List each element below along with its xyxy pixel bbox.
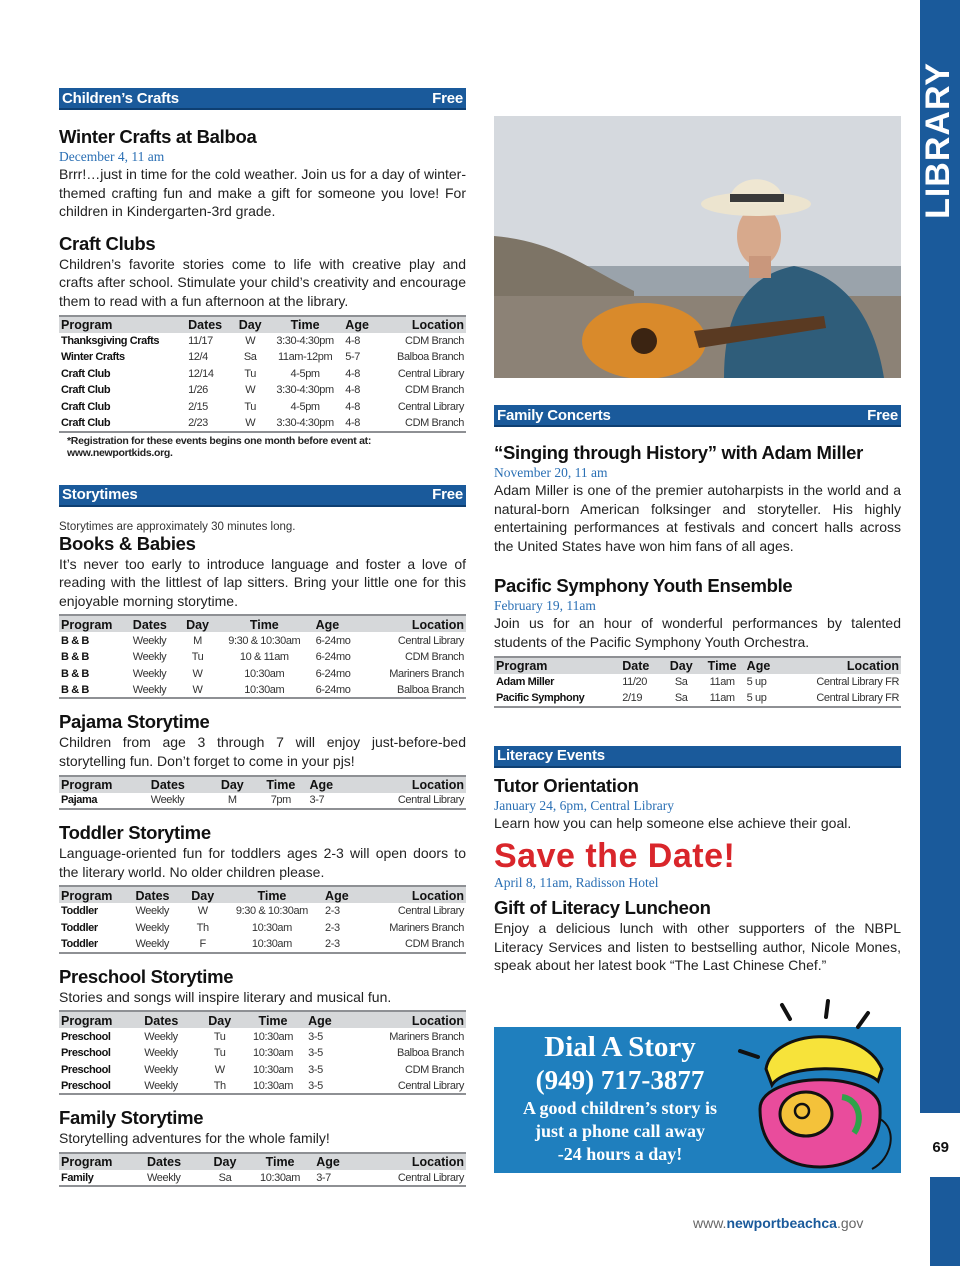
column-header: Program (59, 1153, 145, 1170)
table-cell: CDM Branch (405, 651, 464, 664)
table-cell: 4-5pm (290, 400, 320, 413)
table-row (59, 1078, 466, 1095)
table-cell: Sa (243, 351, 257, 364)
table-cell: Thanksgiving Crafts (61, 334, 160, 347)
column-header: Day (210, 776, 254, 793)
table-cell: W (233, 415, 267, 432)
craft-schedule-table (59, 315, 466, 433)
table-cell: Central Library (397, 634, 464, 647)
table-row (59, 1061, 466, 1078)
telephone-icon (732, 999, 900, 1173)
table-row (59, 920, 466, 937)
toddler-table (59, 885, 466, 954)
table-cell: Central Library (357, 1170, 466, 1187)
books-babies-title: Books & Babies (59, 532, 196, 554)
table-cell: 3-7 (314, 1170, 357, 1187)
preschool-table (59, 1010, 466, 1095)
right-column (494, 116, 901, 1173)
column-header: Time (267, 316, 343, 333)
table-row (59, 382, 466, 399)
table-cell: Balboa Branch (397, 351, 464, 364)
toddler-desc: Language-oriented fun for toddlers ages 2-3 will open doors to the literary world. No older children please. (59, 845, 466, 880)
column-header: Age (343, 316, 377, 333)
table-cell: 10:30am (215, 682, 314, 699)
banner-price: Free (867, 406, 898, 424)
table-cell: Weekly (133, 936, 184, 953)
table-cell: 10:30am (221, 936, 323, 953)
adam-miller-photo (494, 116, 901, 378)
page-number: 69 (932, 1139, 949, 1156)
table-cell: 11am (709, 675, 735, 688)
dial-tagline (494, 1097, 746, 1166)
table-row (59, 333, 466, 350)
table-header-row (59, 1153, 466, 1170)
table-cell: W (214, 1063, 225, 1076)
column-header: Day (199, 1011, 239, 1028)
table-header-row (59, 776, 466, 793)
table-cell: 10:30am (253, 1030, 294, 1043)
table-cell: Tu (213, 1047, 226, 1060)
table-row (59, 415, 466, 432)
table-cell: W (180, 682, 215, 699)
table-cell: B & B (61, 667, 89, 680)
concerts-table (494, 656, 901, 708)
table-cell: Weekly (135, 905, 169, 918)
table-cell: 2-3 (325, 921, 340, 934)
table-cell: 4-8 (345, 400, 360, 413)
table-cell: Craft Club (61, 367, 111, 380)
column-header: Location (352, 776, 466, 793)
table-cell: 3-5 (308, 1047, 323, 1060)
table-cell: Tu (191, 651, 204, 664)
table-cell: 3:30-4:30pm (276, 384, 334, 397)
table-cell: 11/17 (188, 334, 213, 347)
table-cell: CDM Branch (405, 1063, 464, 1076)
table-cell: Adam Miller (496, 675, 554, 688)
pajama-title: Pajama Storytime (59, 711, 210, 733)
symphony-title: Pacific Symphony Youth Ensemble (494, 575, 793, 597)
column-header: Time (215, 615, 314, 632)
column-header: Dates (149, 776, 211, 793)
childrens-crafts-banner (59, 88, 466, 110)
website-url (693, 1215, 863, 1231)
table-cell: 1/26 (188, 384, 208, 397)
column-header: Age (745, 657, 783, 674)
literacy-events-banner (494, 746, 901, 768)
banner-title: Children’s Crafts (62, 89, 179, 107)
table-cell: 2/23 (186, 415, 233, 432)
table-cell: 4-8 (343, 415, 377, 432)
table-cell: Preschool (59, 1078, 142, 1095)
family-storytime-table (59, 1152, 466, 1188)
table-cell: Preschool (61, 1063, 111, 1076)
toddler-title: Toddler Storytime (59, 822, 211, 844)
column-header: Time (700, 657, 745, 674)
column-header: Program (59, 886, 133, 903)
table-cell: Central Library (397, 367, 464, 380)
column-header: Age (323, 886, 360, 903)
table-cell: Central Library (348, 1078, 466, 1095)
table-cell: Sa (204, 1170, 246, 1187)
column-header: Program (59, 776, 149, 793)
table-cell: B & B (61, 651, 89, 664)
table-cell: W (192, 667, 203, 680)
table-cell: M (193, 634, 202, 647)
family-concerts-banner (494, 405, 901, 427)
table-cell: 4-5pm (290, 367, 320, 380)
preschool-desc: Stories and songs will inspire literary and musical fun. (59, 988, 392, 1005)
table-cell: 9:30 & 10:30am (228, 634, 301, 647)
side-tab-bottom (930, 1177, 960, 1266)
table-cell: 6-24mo (314, 682, 364, 699)
table-cell: 10:30am (246, 1170, 314, 1187)
column-header: Day (204, 1153, 246, 1170)
table-row (494, 674, 901, 691)
table-header-row (494, 657, 901, 674)
table-cell: CDM Branch (360, 936, 466, 953)
table-cell: 10 & 11am (239, 651, 289, 664)
table-cell: Sa (674, 675, 688, 688)
dial-a-story-box (494, 1027, 901, 1173)
table-cell: Weekly (145, 1170, 204, 1187)
table-cell: Central Library (397, 400, 464, 413)
table-cell: M (210, 793, 254, 810)
table-cell: 10:30am (253, 1063, 294, 1076)
table-cell: Weekly (131, 682, 180, 699)
table-cell: Central Library FR (816, 675, 899, 688)
table-cell: Preschool (61, 1030, 111, 1043)
column-header: Location (348, 1011, 466, 1028)
table-cell: Weekly (149, 793, 211, 810)
tutor-desc: Learn how you can help someone else achieve their goal. (494, 814, 852, 831)
table-cell: 7pm (254, 793, 307, 810)
pajama-table (59, 775, 466, 811)
table-row (59, 1028, 466, 1045)
table-header-row (59, 1011, 466, 1028)
table-cell: Mariners Branch (389, 921, 464, 934)
table-row (59, 632, 466, 649)
table-cell: Th (199, 1078, 239, 1095)
winter-crafts-desc: Brrr!…just in time for the cold weather. Join us for a day of winter-themed crafting fun and make a gift for someone you love! For children in Kindergarten-3rd grade. (59, 166, 466, 220)
table-header-row (59, 886, 466, 903)
table-cell: 11am (700, 690, 745, 707)
side-tab-label: LIBRARY (918, 61, 957, 219)
column-header: Program (59, 1011, 142, 1028)
table-cell: Craft Club (61, 384, 111, 397)
books-babies-table (59, 614, 466, 699)
table-header-row (59, 316, 466, 333)
table-cell: Tu (244, 367, 256, 380)
table-cell: W (245, 334, 256, 347)
table-row (59, 936, 466, 953)
table-cell: 12/14 (188, 367, 214, 380)
column-header: Dates (145, 1153, 204, 1170)
table-cell: Toddler (61, 905, 98, 918)
table-cell: 5-7 (345, 351, 360, 364)
table-cell: Balboa Branch (364, 682, 466, 699)
table-cell: 2-3 (325, 905, 340, 918)
table-row (59, 793, 466, 810)
tutor-title: Tutor Orientation (494, 774, 639, 796)
table-cell: 4-8 (345, 367, 360, 380)
table-cell: 4-8 (345, 384, 360, 397)
column-header: Time (221, 886, 323, 903)
table-row (59, 1170, 466, 1187)
table-cell: 2-3 (323, 936, 360, 953)
table-row (59, 682, 466, 699)
table-cell: F (185, 936, 221, 953)
table-cell: W (197, 905, 208, 918)
table-cell: 10:30am (251, 921, 292, 934)
table-cell: Preschool (61, 1047, 111, 1060)
column-header: Program (59, 615, 131, 632)
table-cell: Craft Club (61, 400, 111, 413)
table-cell: 10:30am (240, 1078, 306, 1095)
table-cell: 3-7 (308, 793, 353, 810)
family-storytime-title: Family Storytime (59, 1107, 204, 1129)
column-header: Time (240, 1011, 306, 1028)
column-header: Age (306, 1011, 348, 1028)
table-row (59, 665, 466, 682)
books-babies-desc: It’s never too early to introduce language and foster a love of reading with the littlest of lap sitters. Bring your little one for this enjoyable morning storytime. (59, 555, 466, 609)
table-cell: Weekly (142, 1078, 199, 1095)
left-column (59, 88, 466, 1187)
table-header-row (59, 615, 466, 632)
banner-title: Literacy Events (497, 747, 605, 765)
symphony-date: February 19, 11am (494, 598, 596, 614)
column-header: Age (314, 1153, 357, 1170)
column-header: Date (620, 657, 663, 674)
storytimes-intro: Storytimes are approximately 30 minutes long. (59, 520, 296, 533)
column-header: Program (59, 316, 186, 333)
table-cell: Weekly (144, 1063, 178, 1076)
table-cell: Weekly (132, 634, 167, 647)
table-cell: Sa (663, 690, 700, 707)
column-header: Location (360, 886, 466, 903)
url-prefix: www. (693, 1215, 727, 1231)
table-cell: Central Library (352, 793, 466, 810)
dial-line-3: -24 hours a day! (557, 1143, 683, 1164)
table-cell: Weekly (135, 921, 169, 934)
singing-history-title: “Singing through History” with Adam Miller (494, 442, 864, 463)
column-header: Dates (142, 1011, 199, 1028)
table-cell: Toddler (59, 936, 133, 953)
preschool-title: Preschool Storytime (59, 965, 234, 987)
storytimes-banner (59, 485, 466, 507)
column-header: Dates (186, 316, 233, 333)
table-cell: 3-5 (306, 1078, 348, 1095)
column-header: Age (314, 615, 364, 632)
dial-phone: (949) 717-3877 (535, 1064, 705, 1095)
dial-title: Dial A Story (544, 1030, 696, 1063)
dial-line-2: just a phone call away (534, 1120, 705, 1141)
banner-price: Free (432, 486, 463, 504)
table-cell: 3:30-4:30pm (276, 334, 334, 347)
table-cell: Weekly (132, 667, 167, 680)
save-the-date-heading: Save the Date! (494, 837, 736, 876)
table-cell: 3-5 (308, 1030, 323, 1043)
table-row (59, 1045, 466, 1062)
table-cell: Weekly (144, 1030, 178, 1043)
table-cell: 2/15 (188, 400, 208, 413)
table-cell: 2/19 (620, 690, 663, 707)
luncheon-date: April 8, 11am, Radisson Hotel (494, 875, 659, 891)
pajama-desc: Children from age 3 through 7 will enjoy just-before-bed storytelling fun. Don’t forget to come in your pjs! (59, 734, 466, 769)
winter-crafts-date: December 4, 11 am (59, 149, 165, 164)
table-cell: Central Library (397, 905, 464, 918)
table-cell: CDM Branch (405, 334, 464, 347)
table-cell: B & B (61, 634, 89, 647)
table-cell: B & B (59, 682, 131, 699)
table-row (59, 399, 466, 416)
table-cell: Toddler (61, 921, 98, 934)
table-cell: Mariners Branch (389, 667, 464, 680)
column-header: Day (180, 615, 215, 632)
url-suffix: .gov (836, 1215, 864, 1231)
column-header: Program (494, 657, 620, 674)
table-cell: 3:30-4:30pm (267, 415, 343, 432)
dial-line-1: A good children’s story is (522, 1097, 718, 1118)
table-cell: CDM Branch (378, 415, 466, 432)
table-cell: Weekly (132, 651, 167, 664)
luncheon-desc: Enjoy a delicious lunch with other supporters of the NBPL Literacy Services and listen to bestselling author, Nicole Mones, speak about her latest book “The Last Chinese Chef.” (494, 920, 901, 974)
craft-clubs-title: Craft Clubs (59, 232, 156, 254)
table-cell: Central Library FR (782, 690, 901, 707)
table-cell: 5 up (745, 690, 783, 707)
table-cell: W (245, 384, 256, 397)
column-header: Location (357, 1153, 466, 1170)
guitarist-illustration (494, 116, 901, 378)
banner-title: Storytimes (62, 486, 138, 504)
table-cell: 5 up (746, 675, 767, 688)
column-header: Day (663, 657, 700, 674)
column-header: Age (308, 776, 353, 793)
table-cell: Tu (213, 1030, 226, 1043)
table-cell: Pacific Symphony (494, 690, 620, 707)
table-cell: Craft Club (59, 415, 186, 432)
winter-crafts-title: Winter Crafts at Balboa (59, 126, 257, 147)
tutor-date: January 24, 6pm, Central Library (494, 797, 674, 813)
singing-history-date: November 20, 11 am (494, 465, 608, 480)
table-cell: 10:30am (244, 667, 285, 680)
column-header: Location (378, 316, 466, 333)
table-cell: Th (196, 921, 209, 934)
singing-history-desc: Adam Miller is one of the premier autoharpists in the world and a natural-born American folksinger and storyteller. His highly entertaining performances at festivals and concert halls across the United States have won him fans of all ages. (494, 482, 901, 554)
column-header: Dates (133, 886, 184, 903)
column-header: Dates (131, 615, 180, 632)
table-cell: Tu (244, 400, 256, 413)
table-cell: 9:30 & 10:30am (235, 905, 308, 918)
table-cell: CDM Branch (405, 384, 464, 397)
table-cell: 6-24mo (315, 651, 351, 664)
table-cell: 3-5 (308, 1063, 323, 1076)
banner-price: Free (432, 89, 463, 107)
table-cell: Weekly (144, 1047, 178, 1060)
craft-clubs-desc: Children’s favorite stories come to life with creative play and crafts after school. Stimulate your child’s creativity and encourage them to read with a fun afternoon at the library. (59, 255, 466, 309)
table-cell: Family (59, 1170, 145, 1187)
column-header: Time (246, 1153, 314, 1170)
table-cell: 12/4 (188, 351, 208, 364)
table-cell: 6-24mo (315, 634, 351, 647)
table-cell: Balboa Branch (397, 1047, 464, 1060)
table-cell: Mariners Branch (389, 1030, 464, 1043)
column-header: Day (233, 316, 267, 333)
url-domain: newportbeachca (726, 1215, 837, 1231)
banner-title: Family Concerts (497, 406, 611, 424)
table-row (59, 366, 466, 383)
table-row (494, 690, 901, 707)
column-header: Location (782, 657, 901, 674)
table-cell: 11/20 (622, 675, 647, 688)
table-row (59, 649, 466, 666)
table-row (59, 349, 466, 366)
registration-note: *Registration for these events begins one month before event at: www.newportkids.org. (67, 434, 372, 459)
symphony-desc: Join us for an hour of wonderful performances by talented students of the Pacific Symphony Youth Orchestra. (494, 615, 901, 650)
table-row (59, 903, 466, 920)
family-storytime-desc: Storytelling adventures for the whole family! (59, 1130, 330, 1147)
table-cell: 10:30am (253, 1047, 294, 1060)
column-header: Location (364, 615, 466, 632)
table-cell: Pajama (59, 793, 149, 810)
table-cell: 11am-12pm (277, 351, 333, 364)
column-header: Time (254, 776, 307, 793)
table-cell: 6-24mo (315, 667, 351, 680)
luncheon-title: Gift of Literacy Luncheon (494, 897, 711, 919)
table-cell: 4-8 (345, 334, 360, 347)
table-cell: Winter Crafts (61, 351, 125, 364)
column-header: Day (185, 886, 221, 903)
